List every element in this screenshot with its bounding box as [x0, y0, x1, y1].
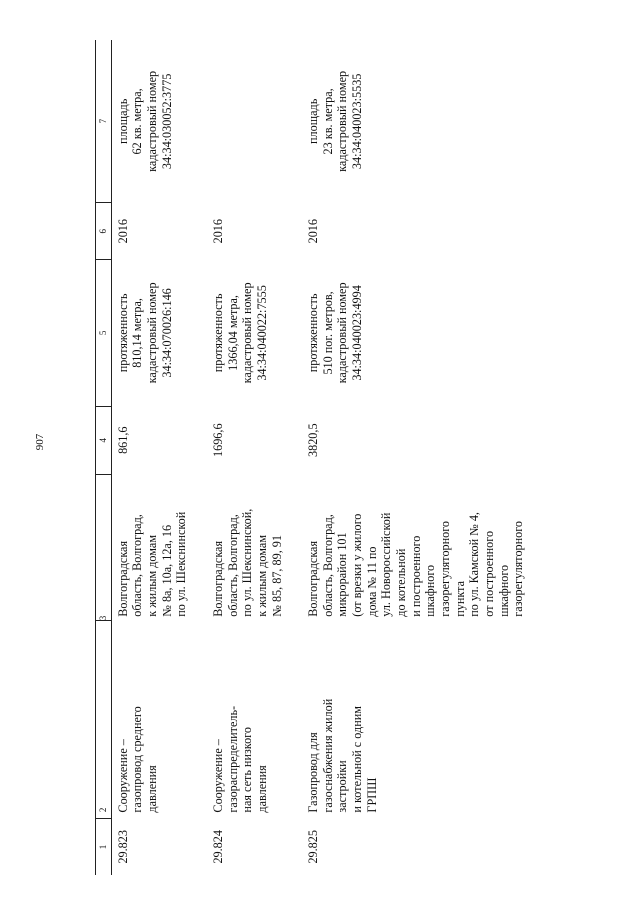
length-cell-line: кадастровый номер — [335, 282, 350, 384]
table-row — [197, 40, 292, 875]
area-cell-line: кадастровый номер — [335, 70, 350, 172]
table-row — [292, 40, 534, 875]
object-name-cell-line: Сооружение – — [115, 739, 130, 813]
object-name-cell-line: Газопровод для — [306, 732, 321, 813]
address-cell-line: шкафного — [423, 564, 438, 617]
column-header-7: 7 — [96, 40, 112, 203]
area-cell-line: 62 кв. метра, — [130, 88, 145, 155]
address-cell-line: Волгоградская — [115, 540, 130, 617]
year-cell: 2016 — [211, 219, 225, 244]
value-cell: 861,6 — [115, 426, 130, 454]
object-name-cell — [197, 621, 292, 819]
address-cell-line: газорегуляторного — [511, 520, 526, 617]
length-cell-line: 510 пог. метров, — [320, 291, 335, 375]
area-cell-line: площадь — [115, 98, 130, 144]
table-body — [111, 40, 534, 875]
address-cell-line: (от врезки у жилого — [350, 513, 365, 617]
year-cell: 2016 — [306, 219, 321, 244]
column-header-1: 1 — [96, 819, 112, 875]
address-cell-line: к жилым домам — [254, 534, 269, 617]
area-cell-line: 23 кв. метра, — [320, 88, 335, 155]
area-cell-line: кадастровый номер — [145, 70, 160, 172]
length-cell-line: протяженность — [211, 293, 225, 373]
length-cell-line: 34:34:040023:4994 — [350, 285, 365, 381]
length-cell-line: 34:34:040022:7555 — [254, 285, 269, 381]
length-cell-line: протяженность — [115, 293, 130, 373]
address-cell-line: Волгоградская — [211, 540, 225, 617]
length-cell — [111, 260, 197, 406]
length-cell-line: 1366,04 метра, — [225, 295, 240, 371]
address-cell-line: к жилым домам — [145, 534, 160, 617]
area-cell-line: 34:34:040023:5535 — [350, 73, 365, 170]
area-cell — [197, 40, 292, 203]
address-cell — [111, 474, 197, 620]
column-header-3: 3 — [96, 474, 112, 620]
object-name-cell-line: газопровод среднего — [130, 706, 145, 813]
column-header-6: 6 — [96, 203, 112, 260]
value-cell: 3820,5 — [306, 423, 321, 457]
address-cell-line: микрорайон 101 — [335, 532, 350, 617]
address-cell-line: область, Волгоград, — [225, 514, 240, 617]
length-cell-line: 810,14 метра, — [130, 298, 145, 368]
area-cell-line: 34:34:030052:3775 — [159, 73, 174, 170]
object-name-cell-line: ГРПШ — [364, 777, 379, 813]
object-name-cell-line: давления — [145, 765, 160, 813]
address-cell-line: до котельной — [394, 548, 409, 617]
address-cell-line: по ул. Камской № 4, — [467, 512, 482, 617]
address-cell — [197, 474, 292, 620]
address-cell-line: № 8а, 10а, 12а, 16 — [159, 524, 174, 617]
object-name-cell-line: Сооружение – — [211, 739, 225, 813]
address-cell-line: ул. Новороссийской — [379, 512, 394, 617]
area-cell-line: площадь — [306, 98, 321, 144]
address-cell-line: область, Волгоград, — [320, 514, 335, 617]
address-cell-line: газорегуляторного — [437, 520, 452, 617]
address-cell-line: по ул. Шекснинской — [174, 511, 189, 617]
length-cell-line: кадастровый номер — [145, 282, 160, 384]
property-table-container — [95, 40, 610, 875]
object-name-cell-line: давления — [254, 765, 269, 813]
address-cell-line: № 85, 87, 89, 91 — [269, 535, 284, 617]
property-table — [95, 40, 534, 875]
row-number-cell: 29.825 — [306, 830, 321, 864]
object-name-cell-line: газораспределитель- — [225, 705, 240, 813]
row-number-cell: 29.823 — [115, 830, 130, 864]
object-name-cell — [111, 621, 197, 819]
year-cell: 2016 — [115, 219, 130, 244]
column-header-5: 5 — [96, 260, 112, 406]
address-cell-line: по ул. Шекснинской, — [240, 508, 255, 617]
area-cell — [111, 40, 197, 203]
length-cell — [292, 260, 534, 406]
address-cell-line: шкафного — [496, 564, 511, 617]
address-cell-line: дома № 11 по — [364, 546, 379, 617]
table-row — [111, 40, 197, 875]
column-header-4: 4 — [96, 406, 112, 474]
length-cell-line: протяженность — [306, 293, 321, 373]
value-cell: 1696,6 — [211, 423, 225, 457]
address-cell-line: Волгоградская — [306, 540, 321, 617]
length-cell-line: 34:34:070026:146 — [159, 288, 174, 378]
length-cell-line: кадастровый номер — [240, 282, 255, 384]
address-cell-line: и построенного — [408, 535, 423, 617]
column-number-row — [96, 40, 112, 875]
address-cell-line: пункта — [452, 580, 467, 617]
object-name-cell-line: застройки — [335, 760, 350, 813]
object-name-cell-line: газоснабжения жилой — [320, 698, 335, 813]
page-number: 907 — [34, 433, 46, 451]
column-header-2: 2 — [96, 621, 112, 819]
object-name-cell-line: и котельной с одним — [350, 706, 365, 813]
area-cell — [292, 40, 534, 203]
row-number-cell: 29.824 — [211, 830, 225, 864]
object-name-cell — [292, 621, 534, 819]
object-name-cell-line: ная сеть низкого — [240, 727, 255, 813]
length-cell — [197, 260, 292, 406]
address-cell-line: от построенного — [481, 530, 496, 617]
address-cell-line: область, Волгоград, — [130, 514, 145, 617]
address-cell — [292, 474, 534, 620]
